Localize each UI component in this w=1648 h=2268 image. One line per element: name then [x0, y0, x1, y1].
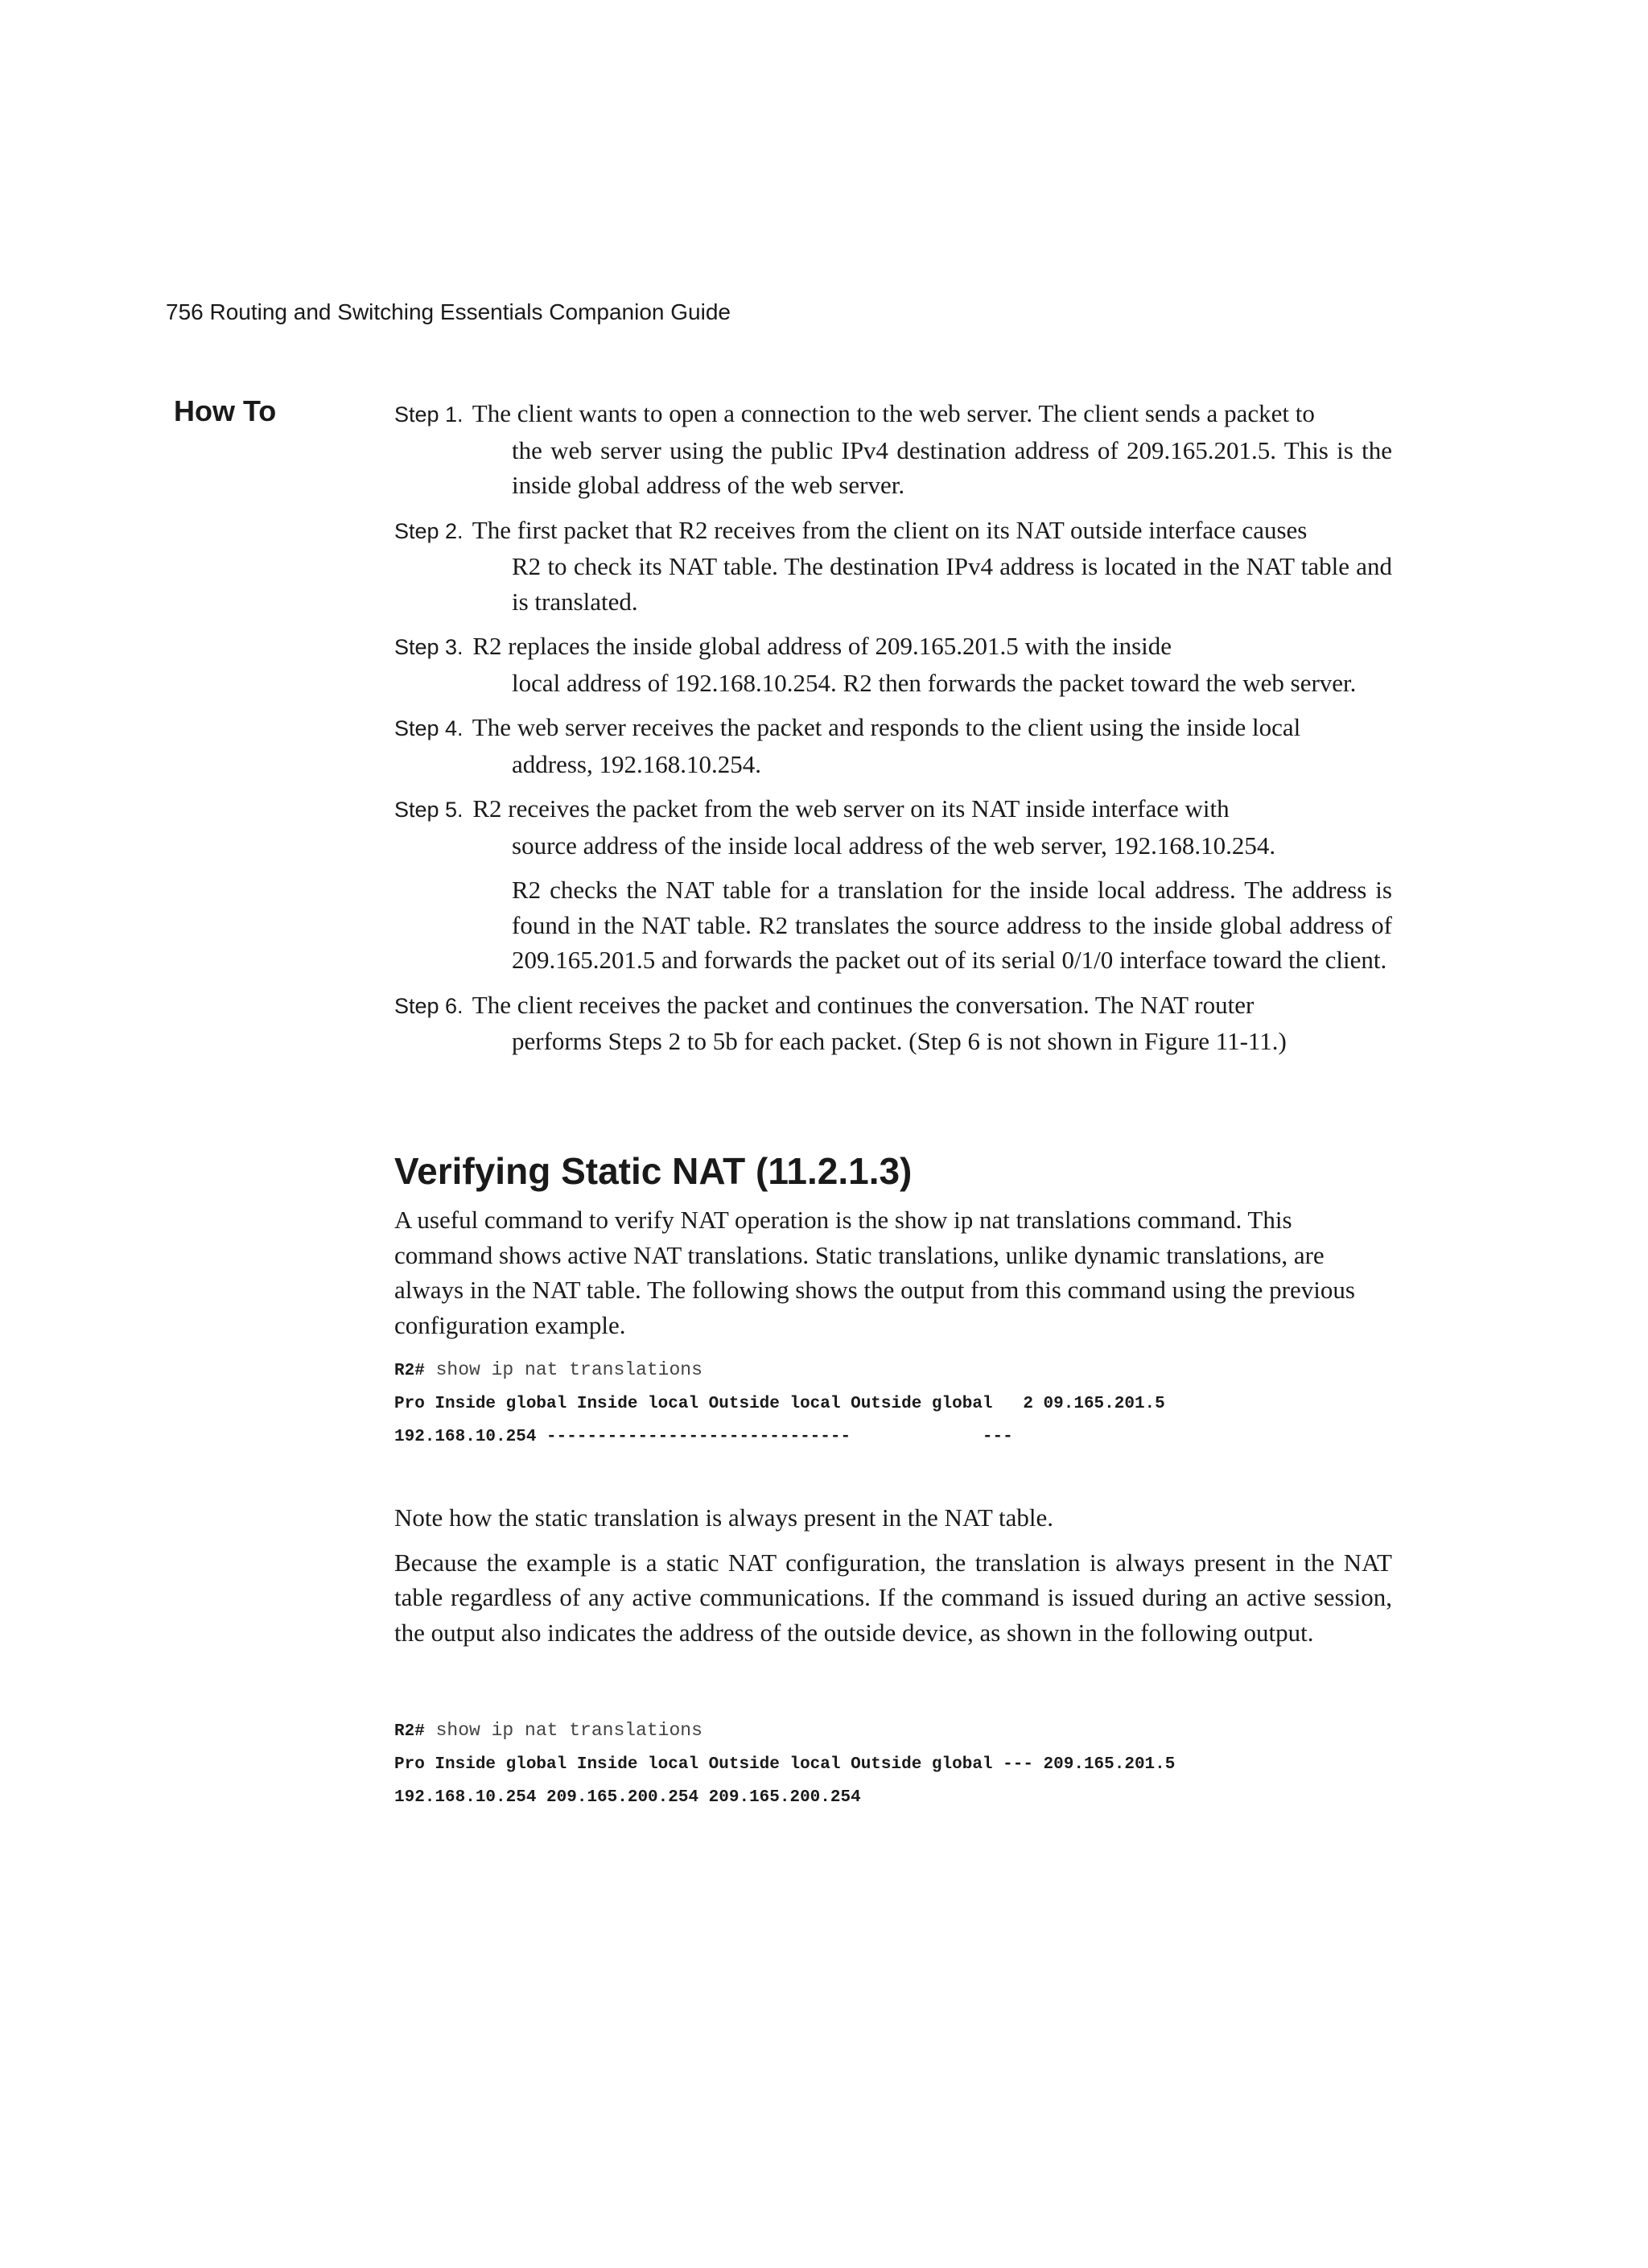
how-to-label: How To — [174, 394, 277, 427]
code-block-2 — [394, 1714, 1392, 1814]
step-2 — [394, 513, 1392, 620]
step-text-first-line: The client wants to open a connection to the web server. The client sends a packet to — [472, 399, 1315, 427]
code-prompt: R2# — [394, 1362, 425, 1380]
step-6 — [394, 988, 1392, 1059]
step-4 — [394, 710, 1392, 781]
step-label: Step 4. — [394, 716, 464, 740]
step-label: Step 5. — [394, 798, 464, 822]
code-line: Pro Inside global Inside local Outside local Outside global 2 09.165.201.5 — [394, 1395, 1165, 1413]
step-text-first-line: The first packet that R2 receives from the client on its NAT outside interface causes — [472, 515, 1308, 544]
code-line: Pro Inside global Inside local Outside local Outside global --- 209.165.201.5 — [394, 1755, 1176, 1774]
step-text-first-line: The client receives the packet and continues the conversation. The NAT router — [472, 990, 1255, 1019]
step-label: Step 1. — [394, 402, 464, 427]
step-text: performs Steps 2 to 5b for each packet. (Step 6 is not shown in Figure 11-11.) — [512, 1027, 1287, 1055]
step-label: Step 6. — [394, 993, 464, 1018]
section-heading: Verifying Static NAT (11.2.1.3) — [394, 1150, 913, 1192]
step-label: Step 2. — [394, 518, 464, 543]
explanation-paragraph: Because the example is a static NAT configuration, the translation is always present in the NAT table regardless of any active communications. If the command is issued during an active session, the output also indicates the address of the outside device, as shown in the following output. — [394, 1548, 1392, 1647]
step-5 — [394, 791, 1392, 978]
step-text: source address of the inside local address of the web server, 192.168.10.254. — [512, 831, 1276, 860]
step-text-first-line: R2 receives the packet from the web server on its NAT inside interface with — [472, 794, 1230, 823]
step-text: the web server using the public IPv4 destination address of 209.165.201.5. This is the inside global address of the web server. — [512, 435, 1392, 499]
code-line: 192.168.10.254 209.165.200.254 209.165.200.254 — [394, 1788, 861, 1807]
code-prompt: R2# — [394, 1722, 425, 1741]
note-paragraph: Note how the static translation is always present in the NAT table. — [394, 1503, 1054, 1532]
code-line: 192.168.10.254 ------------------------------ --- — [394, 1428, 1013, 1446]
running-head: 756 Routing and Switching Essentials Companion Guide — [166, 299, 731, 324]
step-label: Step 3. — [394, 635, 464, 659]
intro-paragraph: A useful command to verify NAT operation is the show ip nat translations command. This command shows active NAT translations. Static translations, unlike dynamic translations, are always in the NAT table. The following shows the output from this command using the previous configuration example. — [394, 1206, 1355, 1339]
step-3 — [394, 629, 1392, 700]
step-paragraph: R2 checks the NAT table for a translation for the inside local address. The address is found in the NAT table. R2 translates the source address to the inside global address of 209.165.201.5 and forwards the packet out of its serial 0/1/0 interface toward the client. — [512, 876, 1392, 974]
step-1 — [394, 396, 1392, 503]
code-command: show ip nat translations — [424, 1359, 702, 1380]
step-text: local address of 192.168.10.254. R2 then forwards the packet toward the web server. — [512, 668, 1357, 697]
step-text-first-line: The web server receives the packet and responds to the client using the inside local — [472, 713, 1301, 741]
code-block-1 — [394, 1354, 1392, 1454]
step-text-first-line: R2 replaces the inside global address of 209.165.201.5 with the inside — [472, 632, 1172, 660]
step-text: R2 to check its NAT table. The destination IPv4 address is located in the NAT table and is translated. — [512, 552, 1392, 616]
code-command: show ip nat translations — [424, 1720, 702, 1741]
steps-list — [394, 396, 1392, 1069]
step-text: address, 192.168.10.254. — [512, 749, 761, 778]
verifying-static-nat-section — [394, 1146, 1392, 1814]
